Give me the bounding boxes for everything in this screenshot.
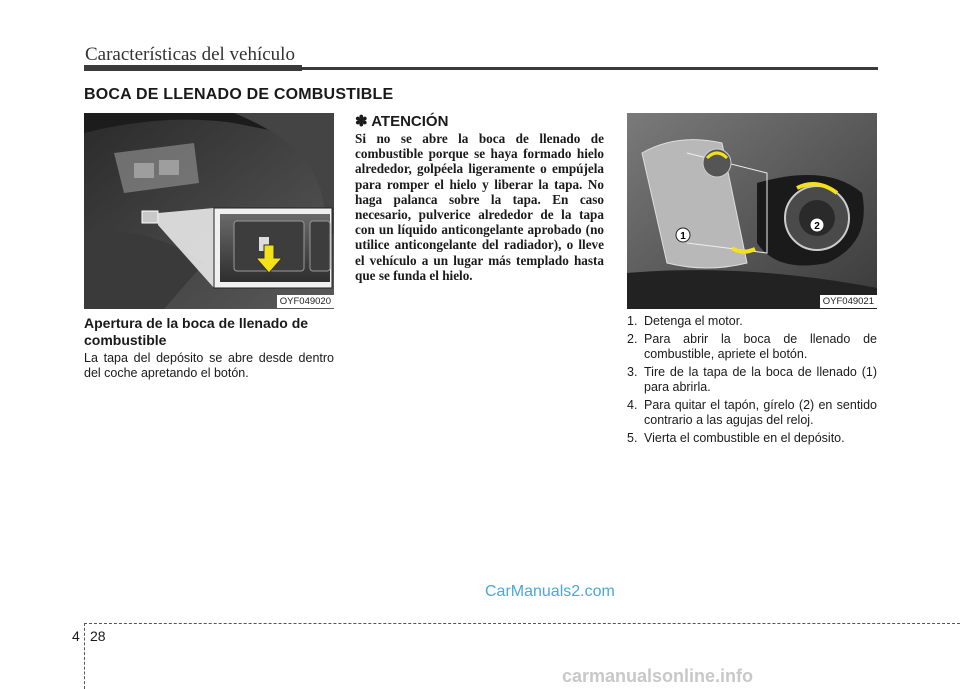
attention-label: ATENCIÓN xyxy=(371,113,449,130)
fuel-door-button-illustration xyxy=(84,113,334,309)
header-rule-accent xyxy=(84,65,302,71)
section-title: BOCA DE LLENADO DE COMBUSTIBLE xyxy=(84,86,394,103)
page-number: 28 xyxy=(90,628,106,644)
list-item: 3. Tire de la tapa de la boca de llenado (1) para abrirla. xyxy=(627,365,877,394)
callout-2: 2 xyxy=(814,221,820,232)
fuel-filler-door-illustration xyxy=(627,113,877,309)
subheading-opening: Apertura de la boca de llenado de combustible xyxy=(84,315,309,348)
paragraph-opening: La tapa del depósito se abre desde dentro del coche apretando el botón. xyxy=(84,351,334,380)
list-item: 5. Vierta el combustible en el depósito. xyxy=(627,431,845,445)
chapter-number: 4 xyxy=(72,628,80,644)
refuel-steps xyxy=(627,314,877,449)
footer-site-link[interactable]: carmanualsonline.info xyxy=(562,666,754,686)
figure-code-left: OYF049020 xyxy=(277,295,334,308)
callout-1: 1 xyxy=(680,231,686,242)
attention-icon: ✽ xyxy=(355,113,368,130)
list-item: 2. Para abrir la boca de llenado de combustible, apriete el botón. xyxy=(627,332,877,361)
figure-code-right: OYF049021 xyxy=(820,295,877,308)
chapter-title: Características del vehículo xyxy=(85,44,295,65)
attention-heading xyxy=(355,112,448,130)
list-item: 1. Detenga el motor. xyxy=(627,314,743,328)
footer-divider xyxy=(84,623,85,689)
watermark-link[interactable]: CarManuals2.com xyxy=(485,583,615,600)
list-item: 4. Para quitar el tapón, gírelo (2) en sentido contrario a las agujas del reloj. xyxy=(627,398,877,427)
attention-body: Si no se abre la boca de llenado de combustible porque se haya formado hielo alrededor, golpéela ligeramente o empújela para romper el hielo y liberar la tapa. No haga palanca sobre la tapa. En caso necesario, pulverice alrededor de la tapa con un líquido anticongelante aprobado (no utilice anticongelante del radiador), o lleve el vehículo a un lugar más templado hasta que se funda el hielo. xyxy=(355,131,604,283)
footer-rule xyxy=(84,623,960,624)
